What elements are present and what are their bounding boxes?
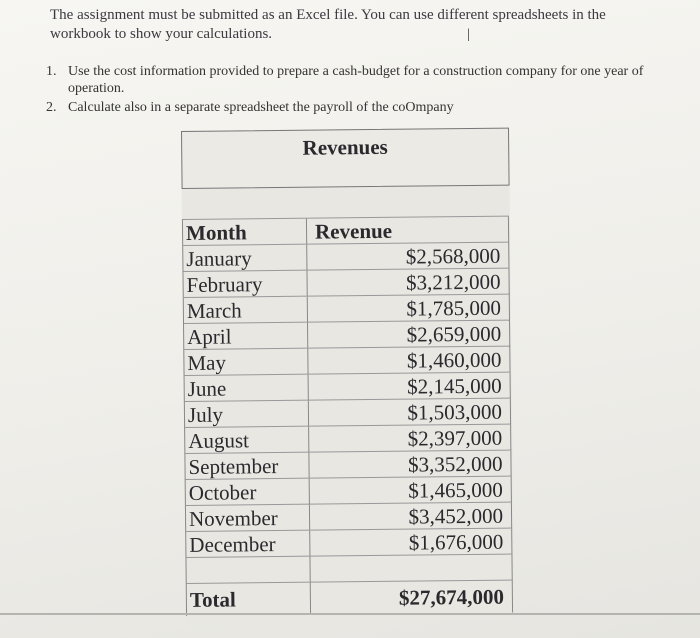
revenue-cell: $1,503,000 — [309, 399, 511, 427]
table-body — [183, 243, 512, 558]
month-cell: February — [183, 271, 307, 298]
revenues-title: Revenues — [181, 128, 510, 189]
month-cell: October — [186, 479, 310, 506]
month-column-header: Month — [183, 219, 307, 246]
page-divider — [0, 613, 700, 615]
month-cell: April — [184, 323, 308, 350]
instruction-text: Use the cost information provided to prepare a cash-budget for a construction company for one year of operation. — [68, 64, 644, 96]
instruction-text: Calculate also in a separate spreadsheet the payroll of the coOmpany — [68, 100, 454, 115]
blank-cell — [310, 555, 512, 583]
revenue-cell: $2,145,000 — [309, 373, 511, 401]
instruction-item — [46, 63, 666, 97]
table-row — [184, 347, 510, 376]
revenue-cell: $3,452,000 — [310, 503, 512, 531]
table-row — [186, 477, 512, 506]
instruction-list — [46, 63, 666, 118]
text-cursor-icon: I — [466, 26, 472, 46]
blank-cell — [186, 557, 310, 584]
instruction-item — [46, 99, 666, 116]
month-cell: August — [185, 427, 309, 454]
month-cell: December — [186, 531, 310, 558]
instruction-number: 1. — [46, 64, 57, 79]
assignment-intro: The assignment must be submitted as an Excel file. You can use different spreadsheets in the workbook to show your calculations. — [50, 7, 606, 42]
month-cell: March — [184, 297, 308, 324]
table-row — [186, 503, 512, 532]
revenue-cell: $1,460,000 — [308, 347, 510, 375]
table-row — [185, 399, 511, 428]
table-total-row — [187, 581, 513, 616]
table-row — [186, 529, 512, 558]
total-value: $27,674,000 — [311, 581, 513, 615]
table-row — [185, 451, 511, 480]
table-row — [185, 425, 511, 454]
table-header-row — [183, 217, 509, 246]
revenue-table — [182, 216, 513, 616]
month-cell: November — [186, 505, 310, 532]
revenue-cell: $3,212,000 — [307, 269, 509, 297]
month-cell: July — [185, 401, 309, 428]
revenue-cell: $1,676,000 — [310, 529, 512, 557]
table-blank-row — [186, 555, 512, 584]
revenue-column-header: Revenue — [307, 217, 509, 245]
revenue-cell: $2,397,000 — [309, 425, 511, 453]
table-row — [185, 373, 511, 402]
table-row — [184, 321, 510, 350]
month-cell: January — [183, 245, 307, 272]
table-row — [183, 269, 509, 298]
revenue-cell: $3,352,000 — [309, 451, 511, 479]
revenue-cell: $2,659,000 — [308, 321, 510, 349]
revenue-cell: $1,465,000 — [310, 477, 512, 505]
instruction-number: 2. — [46, 100, 57, 115]
revenue-cell: $2,568,000 — [307, 243, 509, 271]
table-row — [183, 243, 509, 272]
month-cell: June — [185, 375, 309, 402]
total-label: Total — [187, 583, 311, 616]
month-cell: May — [184, 349, 308, 376]
revenue-spreadsheet — [181, 128, 514, 624]
revenue-cell: $1,785,000 — [308, 295, 510, 323]
month-cell: September — [185, 453, 309, 480]
table-row — [184, 295, 510, 324]
